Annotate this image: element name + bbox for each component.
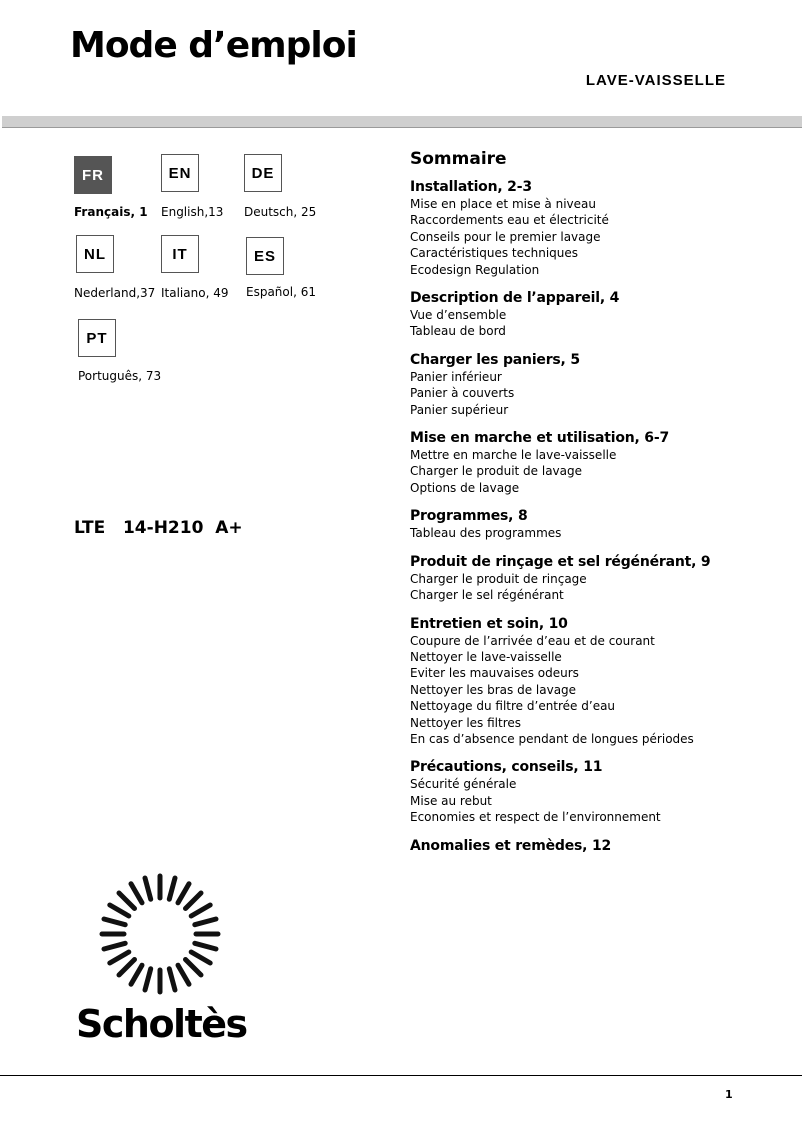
sun-ray [131, 965, 142, 984]
sun-ray [119, 960, 135, 976]
sun-ray [186, 960, 202, 976]
language-fr-caption: Français, 1 [74, 205, 148, 219]
toc-item[interactable]: Economies et respect de l’environnement [410, 810, 661, 825]
sun-ray [110, 952, 129, 963]
toc-item[interactable]: Coupure de l’arrivée d’eau et de courant [410, 633, 655, 648]
toc-sections [410, 178, 795, 855]
product-type-label: LAVE-VAISSELLE [585, 72, 726, 89]
toc-item[interactable]: Tableau des programmes [410, 526, 562, 541]
toc-item[interactable]: Charger le produit de rinçage [410, 571, 587, 586]
language-de-button[interactable]: DE [244, 154, 282, 192]
toc-section-title[interactable]: Installation, 2-3 [410, 179, 532, 195]
sun-ray [195, 943, 216, 949]
sun-ray [178, 965, 189, 984]
sun-ray [191, 905, 210, 916]
sun-ray [178, 884, 189, 903]
language-nl-caption: Nederland,37 [74, 286, 156, 300]
brand-logo-text: Scholtès [76, 1002, 247, 1046]
toc-item[interactable]: Sécurité générale [410, 777, 517, 792]
toc-item[interactable]: Panier inférieur [410, 369, 502, 384]
toc-section [410, 615, 795, 748]
sun-ray [104, 943, 125, 949]
toc-section [410, 837, 795, 855]
footer-divider [0, 1075, 802, 1076]
toc-item[interactable]: Nettoyage du filtre d’entrée d’eau [410, 699, 616, 714]
toc-section [410, 758, 795, 825]
sun-ray [169, 969, 175, 990]
toc-item[interactable]: Nettoyer le lave-vaisselle [410, 649, 562, 664]
sun-ray [131, 884, 142, 903]
toc-section [410, 178, 795, 278]
language-nl-button[interactable]: NL [76, 235, 114, 273]
toc-item[interactable]: Panier à couverts [410, 386, 515, 401]
toc-heading: Sommaire [410, 149, 507, 169]
toc-item[interactable]: Nettoyer les bras de lavage [410, 682, 577, 697]
toc-section-title[interactable]: Programmes, 8 [410, 508, 528, 525]
language-es-caption: Español, 61 [246, 285, 316, 299]
toc-item[interactable]: Caractéristiques techniques [410, 246, 579, 261]
language-it-caption: Italiano, 49 [161, 286, 229, 300]
language-en-caption: English,13 [161, 205, 224, 219]
toc-item[interactable]: Options de lavage [410, 480, 520, 495]
sun-ray [191, 952, 210, 963]
page-number: 1 [725, 1088, 733, 1101]
toc-item[interactable]: Tableau de bord [410, 324, 506, 339]
table-of-contents [410, 148, 795, 866]
toc-item[interactable]: Nettoyer les filtres [410, 715, 522, 730]
toc-item[interactable]: Eviter les mauvaises odeurs [410, 666, 579, 681]
toc-item[interactable]: Charger le produit de lavage [410, 464, 583, 479]
toc-item[interactable]: Mettre en marche le lave-vaisselle [410, 448, 617, 463]
toc-section-title[interactable]: Précautions, conseils, 11 [410, 759, 603, 776]
document-title: Mode d’emploi [70, 25, 357, 66]
toc-item[interactable]: En cas d’absence pendant de longues périodes [410, 731, 694, 746]
sun-ray [145, 878, 151, 899]
toc-section [410, 289, 795, 340]
toc-section-title[interactable]: Charger les paniers, 5 [410, 351, 580, 368]
sun-ray [145, 969, 151, 990]
toc-section-title[interactable]: Description de l’appareil, 4 [410, 290, 620, 307]
toc-item[interactable]: Panier supérieur [410, 402, 509, 417]
toc-item[interactable]: Mise en place et mise à niveau [410, 197, 596, 211]
language-pt-button[interactable]: PT [78, 319, 116, 357]
toc-item[interactable]: Charger le sel régénérant [410, 588, 564, 603]
toc-item[interactable]: Vue d’ensemble [410, 308, 507, 323]
toc-item[interactable]: Ecodesign Regulation [410, 262, 540, 277]
toc-section [410, 429, 795, 496]
toc-section-title[interactable]: Produit de rinçage et sel régénérant, 9 [410, 553, 711, 570]
sun-ray [119, 893, 135, 909]
toc-section [410, 553, 795, 604]
toc-section [410, 507, 795, 541]
sun-ray [169, 878, 175, 899]
toc-section-title[interactable]: Anomalies et remèdes, 12 [410, 837, 612, 854]
header-divider-bar [2, 116, 802, 128]
sun-ray [186, 893, 202, 909]
language-fr-button[interactable]: FR [74, 156, 112, 194]
toc-section [410, 351, 795, 418]
language-en-button[interactable]: EN [161, 154, 199, 192]
toc-section-title[interactable]: Mise en marche et utilisation, 6-7 [410, 430, 670, 447]
toc-section-title[interactable]: Entretien et soin, 10 [410, 615, 568, 632]
toc-item[interactable]: Conseils pour le premier lavage [410, 229, 601, 244]
language-it-button[interactable]: IT [161, 235, 199, 273]
language-pt-caption: Português, 73 [78, 369, 162, 383]
toc-item[interactable]: Mise au rebut [410, 793, 492, 808]
model-number: LTE 14-H210 A+ [74, 518, 243, 538]
sun-ray [195, 919, 216, 925]
language-es-button[interactable]: ES [246, 237, 284, 275]
sun-ray [110, 905, 129, 916]
toc-item[interactable]: Raccordements eau et électricité [410, 213, 609, 228]
sun-ray [104, 919, 125, 925]
language-de-caption: Deutsch, 25 [244, 205, 317, 219]
